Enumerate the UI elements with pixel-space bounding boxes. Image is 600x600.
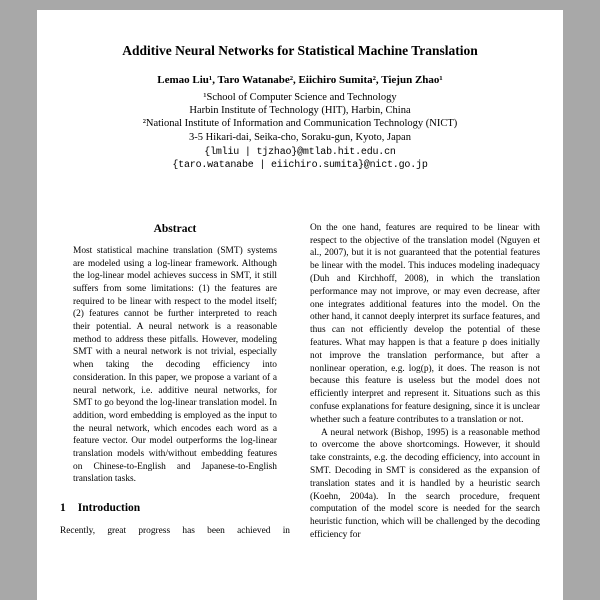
paper-page (37, 10, 563, 600)
right-column-paragraph-2: A neural network (Bishop, 1995) is a reasonable method to overcome the above shortcomings. However, it should take constraints, e.g. the decoding efficiency, into account in SMT. Decoding in SMT is considered as the expansion of translation states and it is handled by a heuristic search (Koehn, 2004a). In the search procedure, frequent computation of the model score is needed for the search heuristic function, which will be challenged by the decoding efficiency for (310, 427, 540, 540)
abstract-heading: Abstract (153, 222, 197, 235)
affiliation-line-4: 3-5 Hikari-dai, Seika-cho, Soraku-gun, Kyoto, Japan (189, 131, 411, 143)
abstract-text: Most statistical machine translation (SMT) systems are modeled using a log-linear framework. Although the log-linear model achieves success in SMT, it still suffers from some limitations: (1) the features are required to be linear with respect to the model itself; (2) features cannot be further interpreted to reach their potential. A neural network is a reasonable method to address these pitfalls. However, modeling SMT with a neural network is not trivial, especially when taking the decoding efficiency into consideration. In this paper, we propose a variant of a neural network, i.e. additive neural networks, for SMT to go beyond the log-linear translation model. In addition, word embedding is employed as the input to the neural network, which encodes each word as a feature vector. Our model outperforms the log-linear translation models with/without embedding features on Chinese-to-English and Japanese-to-English translation tasks. (73, 245, 277, 485)
paper-title: Additive Neural Networks for Statistical Machine Translation (122, 43, 478, 58)
affiliation-line-1: ¹School of Computer Science and Technology (203, 92, 397, 103)
right-column (310, 222, 540, 542)
affiliations-block (60, 91, 540, 144)
affiliation-line-2: Harbin Institute of Technology (HIT), Harbin, China (189, 105, 411, 117)
introduction-first-line: Recently, great progress has been achieved in (60, 526, 290, 537)
section-title: Introduction (77, 502, 141, 515)
section-number: 1 (60, 502, 66, 515)
emails-block (60, 146, 540, 172)
section-heading-introduction (60, 501, 290, 515)
two-column-body (60, 222, 540, 542)
right-column-paragraph-1: On the one hand, features are required to be linear with respect to the objective of the translation model (Nguyen et al., 2007), but it is not guaranteed that the potential features be linear with the model. This induces modeling inadequacy (Duh and Kirchhoff, 2008), in which the translation performance may not improve, or may even decrease, after one integrates additional features into the model. On the other hand, it cannot deeply interpret its surface features, and thus can not efficiently develop the potential of these features. What may happen is that a feature p does initially not improve the translation performance, but after a nonlinear operation, e.g. log(p), it does. The reason is not because this feature is useless but the model does not efficiently interpret and represent it. Situations such as this confuse explanations for feature designing, since it is unclear whether such a feature contributes to a translation or not. (310, 222, 540, 425)
email-line-2: {taro.watanabe | eiichiro.sumita}@nict.go.jp (172, 159, 428, 171)
affiliation-line-3: ²National Institute of Information and Communication Technology (NICT) (142, 118, 458, 130)
left-column (60, 222, 290, 542)
authors-line: Lemao Liu¹, Taro Watanabe², Eiichiro Sumita², Tiejun Zhao¹ (157, 74, 443, 86)
email-line-1: {lmliu | tjzhao}@mtlab.hit.edu.cn (204, 146, 396, 158)
